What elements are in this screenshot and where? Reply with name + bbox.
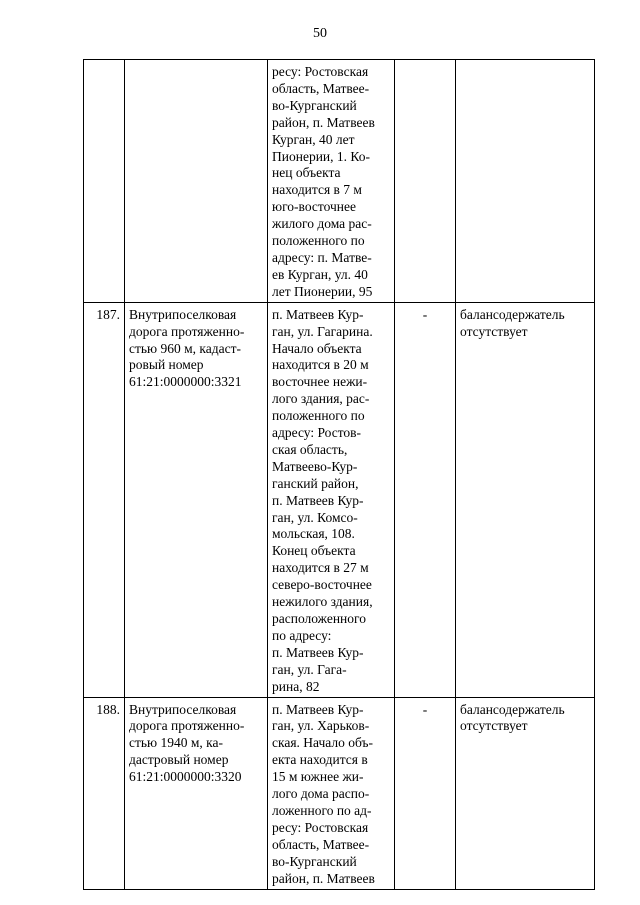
location-cell: п. Матвеев Кур- ган, ул. Харьков- ская. Начало объ- екта находится в 15 м южнее жи- лого дома распо- ложенного по ад- ресу: Ростовская область, Матвее- во-Курганский район, п. Матвеев: [268, 697, 395, 889]
row-number-cell: 188.: [84, 697, 125, 889]
row-number-cell: 187.: [84, 302, 125, 697]
table-row: [84, 60, 595, 303]
balance-holder-cell: [456, 60, 595, 303]
row-number-cell: [84, 60, 125, 303]
balance-holder-cell: балансодержатель отсутствует: [456, 697, 595, 889]
table-row: [84, 302, 595, 697]
object-name-cell: [125, 60, 268, 303]
roads-registry-table: [83, 59, 595, 890]
mark-cell: [395, 60, 456, 303]
page-number: 50: [313, 26, 327, 41]
mark-cell: -: [395, 302, 456, 697]
balance-holder-cell: балансодержатель отсутствует: [456, 302, 595, 697]
object-name-cell: Внутрипоселковая дорога протяженно- стью 1940 м, ка- дастровый номер 61:21:0000000:3320: [125, 697, 268, 889]
mark-cell: -: [395, 697, 456, 889]
object-name-cell: Внутрипоселковая дорога протяженно- стью 960 м, кадаст- ровый номер 61:21:0000000:3321: [125, 302, 268, 697]
location-cell: п. Матвеев Кур- ган, ул. Гагарина. Начало объекта находится в 20 м восточнее нежи- лого здания, рас- положенного по адресу: Ростов- ская область, Матвеево-Кур- ганский район, п. Матвеев Кур- ган, ул. Комсо- мольская, 108. Конец объекта находится в 27 м северо-восточнее нежилого здания, расположенного по адресу: п. Матвеев Кур- ган, ул. Гага- рина, 82: [268, 302, 395, 697]
table-row: [84, 697, 595, 889]
location-cell: ресу: Ростовская область, Матвее- во-Курганский район, п. Матвеев Курган, 40 лет Пионерии, 1. Ко- нец объекта находится в 7 м юго-восточнее жилого дома рас- положенного по адресу: п. Матве- ев Курган, ул. 40 лет Пионерии, 95: [268, 60, 395, 303]
